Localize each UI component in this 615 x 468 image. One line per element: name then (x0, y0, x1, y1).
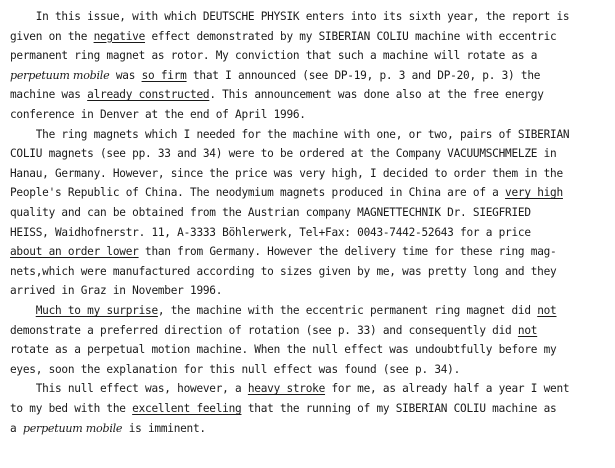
text-segment: eyes, soon the explanation for this null effect was found (see p. 34). (10, 362, 461, 376)
text-segment: The ring magnets which I needed for the machine with one, or two, pairs of SIBERIAN (10, 127, 570, 141)
text-segment: , the machine with the eccentric permanent ring magnet did (157, 304, 538, 317)
text-line (10, 399, 556, 418)
text-segment: that the running of my SIBERIAN COLIU machine as (241, 402, 557, 415)
text-line (10, 301, 556, 320)
underlined-phrase: heavy stroke (247, 382, 326, 396)
text-segment: to my bed with the (10, 402, 133, 415)
text-segment (10, 304, 36, 317)
text-segment: for me, as already half a year I went (325, 382, 570, 396)
underlined-phrase: so firm (141, 68, 187, 82)
underlined-phrase: not (517, 323, 538, 337)
text-line (10, 66, 540, 85)
text-line (10, 203, 531, 222)
text-line (10, 7, 569, 26)
text-segment: People's Republic of China. The neodymium magnets produced in China are of a (10, 186, 506, 200)
text-segment: given on the (10, 29, 94, 43)
text-line (10, 183, 563, 202)
text-segment: demonstrate a preferred direction of rotation (see p. 33) and consequently did (10, 323, 518, 337)
italic-phrase: perpetuum mobile (22, 421, 123, 435)
text-segment: a (10, 421, 23, 435)
underlined-phrase: negative (93, 29, 146, 43)
underlined-phrase: excellent feeling (132, 402, 242, 415)
text-segment: arrived in Graz in November 1996. (10, 284, 223, 298)
underlined-phrase: very high (505, 186, 563, 200)
text-line (10, 144, 556, 163)
text-segment: is imminent. (122, 421, 206, 435)
text-segment: This null effect was, however, a (10, 382, 248, 396)
text-segment: rotate as a perpetual motion machine. When the null effect was undoubtfully before my (10, 343, 557, 357)
text-line (10, 85, 544, 104)
text-segment: Hanau, Germany. However, since the price was very high, I decided to order them in the (10, 166, 563, 180)
text-segment: machine was (10, 88, 88, 102)
text-line (10, 340, 556, 359)
text-segment: permanent ring magnet as rotor. My conviction that such a machine will rotate as a (10, 49, 538, 63)
text-line (10, 379, 569, 398)
italic-phrase: perpetuum mobile (10, 68, 110, 82)
text-line (10, 164, 563, 183)
text-segment: quality and can be obtained from the Austrian company MAGNETTECHNIK Dr. SIEGFRIED (10, 206, 531, 219)
text-segment: conference in Denver at the end of April 1996. (10, 108, 306, 121)
underlined-phrase: already constructed (87, 88, 210, 102)
text-segment: that I announced (see DP-19, p. 3 and DP-20, p. 3) the (186, 68, 541, 82)
text-segment: was (109, 68, 142, 82)
text-line (10, 242, 556, 261)
text-segment: HEISS, Waidhofnerstr. 11, A-3333 Böhlerwerk, Tel+Fax: 0043-7442-52643 for a price (10, 225, 531, 239)
text-segment: COLIU magnets (see pp. 33 and 34) were to be ordered at the Company VACUUMSCHMELZE in (10, 147, 557, 161)
text-line (10, 105, 306, 124)
text-segment: nets,which were manufactured according to sizes given by me, was pretty long and they (10, 264, 557, 278)
text-segment: In this issue, with which DEUTSCHE PHYSIK enters into its sixth year, the report is (10, 10, 570, 23)
text-line (10, 262, 556, 281)
text-segment: than from Germany. However the delivery time for these ring mag- (138, 245, 557, 259)
text-line (10, 321, 537, 340)
text-line (10, 46, 537, 65)
text-line (10, 360, 460, 379)
text-line (10, 27, 556, 46)
text-line (10, 419, 206, 438)
text-line (10, 281, 222, 300)
underlined-phrase: about an order lower (10, 245, 139, 259)
underlined-phrase: not (537, 304, 557, 317)
text-line (10, 223, 531, 242)
text-segment: . This announcement was done also at the free energy (209, 88, 544, 102)
text-line (10, 125, 569, 144)
underlined-phrase: Much to my surprise (35, 304, 158, 317)
text-segment: effect demonstrated by my SIBERIAN COLIU machine with eccentric (145, 29, 557, 43)
